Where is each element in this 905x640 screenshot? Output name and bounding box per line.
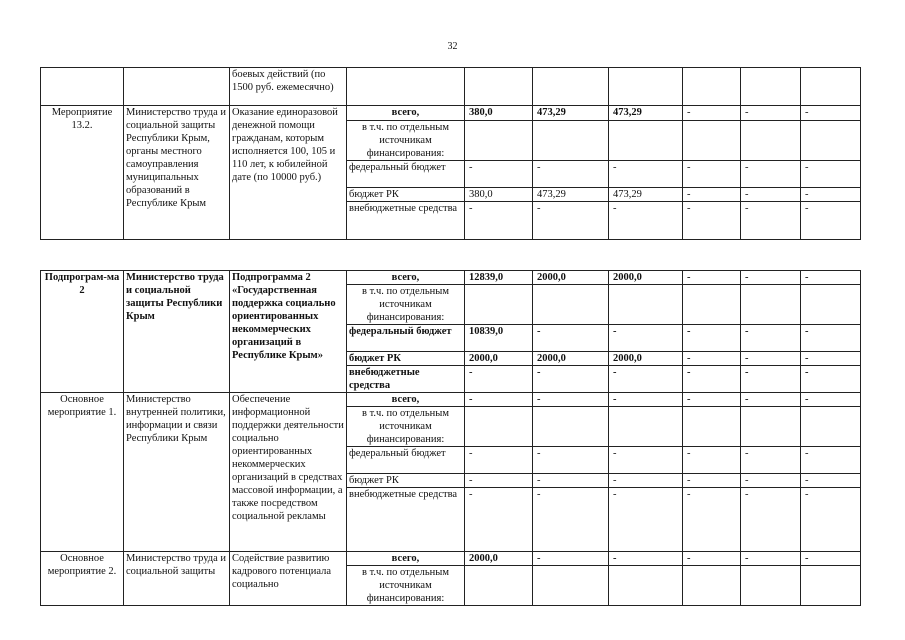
cell-value: - [683, 202, 741, 240]
cell-event: Основное мероприятие 2. [41, 552, 124, 606]
cell-executor: Министерство труда и социальной защиты Республики Крым, органы местного самоуправления муниципальных образований в Республике Крым [124, 106, 230, 240]
cell-value: - [801, 202, 861, 240]
cell-value: - [609, 325, 683, 352]
table-row [41, 271, 861, 285]
cell-value: - [741, 366, 801, 393]
cell-description: боевых действий (по 1500 руб. ежемесячно) [230, 68, 347, 106]
cell-source: бюджет РК [347, 188, 465, 202]
cell-value: - [741, 488, 801, 552]
cell-source: федеральный бюджет [347, 447, 465, 474]
cell-value: - [533, 552, 609, 566]
cell-value: - [741, 161, 801, 188]
cell-value: 380,0 [465, 188, 533, 202]
cell-value: 473,29 [533, 188, 609, 202]
cell-source: федеральный бюджет [347, 325, 465, 352]
cell-value: - [801, 552, 861, 566]
cell-source: бюджет РК [347, 474, 465, 488]
cell-value: - [741, 271, 801, 285]
cell-value: - [609, 366, 683, 393]
cell-value: 473,29 [533, 106, 609, 121]
cell-value: - [741, 325, 801, 352]
cell-value: - [465, 474, 533, 488]
cell-value: - [801, 488, 861, 552]
cell-value: - [801, 366, 861, 393]
cell-value: - [683, 188, 741, 202]
cell-source: внебюджетные средства [347, 202, 465, 240]
cell-value: - [801, 352, 861, 366]
cell-value: - [801, 188, 861, 202]
cell-source: всего, [347, 393, 465, 407]
cell-value: - [465, 447, 533, 474]
budget-table-part-2 [40, 270, 861, 606]
cell-value: - [683, 552, 741, 566]
table-row [41, 552, 861, 566]
cell-value: 2000,0 [609, 271, 683, 285]
cell-value: 2000,0 [609, 352, 683, 366]
cell-source: федеральный бюджет [347, 161, 465, 188]
cell-description: Обеспечение информационной поддержки деятельности социально ориентированных некоммерческих организаций в средствах массовой информации, а также посредством социальной рекламы [230, 393, 347, 552]
page-number: 32 [447, 41, 458, 52]
cell-value: - [609, 393, 683, 407]
cell-source: всего, [347, 271, 465, 285]
cell-value: - [801, 447, 861, 474]
cell-value: - [683, 393, 741, 407]
cell-value: - [609, 474, 683, 488]
cell-value: - [609, 161, 683, 188]
cell-value: - [533, 488, 609, 552]
cell-value: - [465, 366, 533, 393]
budget-table-part-1 [40, 67, 861, 240]
cell-value: - [683, 366, 741, 393]
cell-value: - [741, 447, 801, 474]
cell-value: - [465, 161, 533, 188]
cell-value: - [741, 552, 801, 566]
cell-executor: Министерство труда и социальной защиты [124, 552, 230, 606]
cell-value: - [465, 488, 533, 552]
cell-value: - [683, 474, 741, 488]
cell-value: - [741, 474, 801, 488]
cell-value: 2000,0 [533, 271, 609, 285]
cell-value: - [533, 447, 609, 474]
cell-value: - [801, 393, 861, 407]
cell-event: Мероприятие 13.2. [41, 106, 124, 240]
cell-event: Основное мероприятие 1. [41, 393, 124, 552]
cell-executor: Министерство внутренней политики, информации и связи Республики Крым [124, 393, 230, 552]
cell-source: бюджет РК [347, 352, 465, 366]
cell-value: - [741, 393, 801, 407]
cell-value: - [609, 552, 683, 566]
cell-source: внебюджетные средства [347, 488, 465, 552]
cell-value: 473,29 [609, 188, 683, 202]
cell-value: - [609, 447, 683, 474]
cell-description: Содействие развитию кадрового потенциала социально [230, 552, 347, 606]
table-row [41, 106, 861, 121]
cell-value: - [741, 202, 801, 240]
cell-value: - [801, 474, 861, 488]
cell-value: - [801, 325, 861, 352]
cell-value: 10839,0 [465, 325, 533, 352]
cell-event: Подпрограм-ма 2 [41, 271, 124, 393]
cell-source: в т.ч. по отдельным источникам финансирования: [347, 285, 465, 325]
cell-value: - [533, 366, 609, 393]
cell-value: - [741, 188, 801, 202]
cell-value: - [801, 161, 861, 188]
cell-value: - [465, 393, 533, 407]
cell-value: - [683, 325, 741, 352]
cell-source: всего, [347, 106, 465, 121]
cell-value: - [465, 202, 533, 240]
cell-value: - [801, 106, 861, 121]
cell-value: - [533, 325, 609, 352]
cell-description: Подпрограмма 2 «Государственная поддержка социально ориентированных некоммерческих организаций в Республике Крым» [230, 271, 347, 393]
cell-source: внебюджетные средства [347, 366, 465, 393]
cell-value: - [683, 488, 741, 552]
cell-value: - [533, 474, 609, 488]
cell-value: - [533, 161, 609, 188]
cell-value: - [683, 271, 741, 285]
cell-description: Оказание единоразовой денежной помощи гражданам, которым исполняется 100, 105 и 110 лет, к юбилейной дате (по 10000 руб.) [230, 106, 347, 240]
cell-value: 473,29 [609, 106, 683, 121]
table-row [41, 68, 861, 106]
cell-source: в т.ч. по отдельным источникам финансирования: [347, 121, 465, 161]
cell-value: 2000,0 [465, 552, 533, 566]
cell-value: - [609, 202, 683, 240]
cell-value: - [683, 447, 741, 474]
cell-value: - [741, 106, 801, 121]
cell-value: 12839,0 [465, 271, 533, 285]
cell-source: всего, [347, 552, 465, 566]
cell-value: - [683, 161, 741, 188]
cell-value: - [609, 488, 683, 552]
cell-value: 2000,0 [533, 352, 609, 366]
table-row [41, 393, 861, 407]
cell-value: - [683, 352, 741, 366]
cell-value: - [741, 352, 801, 366]
cell-value: - [683, 106, 741, 121]
cell-value: - [533, 393, 609, 407]
cell-source: в т.ч. по отдельным источникам финансирования: [347, 407, 465, 447]
cell-executor: Министерство труда и социальной защиты Республики Крым [124, 271, 230, 393]
cell-event [41, 68, 124, 106]
cell-value: - [533, 202, 609, 240]
cell-value: 380,0 [465, 106, 533, 121]
cell-value: 2000,0 [465, 352, 533, 366]
cell-executor [124, 68, 230, 106]
cell-value: - [801, 271, 861, 285]
cell-source: в т.ч. по отдельным источникам финансирования: [347, 566, 465, 606]
